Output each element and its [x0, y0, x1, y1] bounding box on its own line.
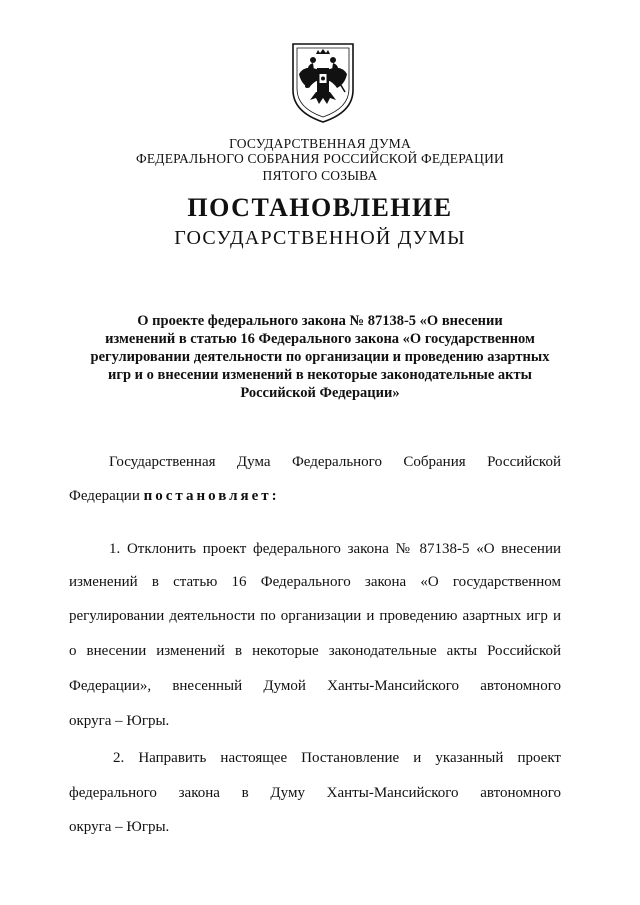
item-1-line: регулировании деятельности по организации и проведению азартных игр и — [69, 608, 561, 624]
header-line-duma: ГОСУДАРСТВЕННАЯ ДУМА — [229, 136, 411, 151]
item-1-line: 1. Отклонить проект федерального закона № 87138-5 «О внесении — [109, 541, 561, 557]
document-subject — [60, 312, 580, 402]
header-line-assembly: ФЕДЕРАЛЬНОГО СОБРАНИЯ РОССИЙСКОЙ ФЕДЕРАЦИИ — [136, 151, 504, 166]
item-1-line: изменений в статью 16 Федерального закона «О государственном — [69, 574, 561, 590]
subject-line: Российской Федерации» — [240, 385, 400, 401]
intro-line: Государственная Дума Федерального Собрания Российской — [109, 454, 561, 470]
document-title: ПОСТАНОВЛЕНИЕ — [187, 193, 453, 222]
header-line-convocation: ПЯТОГО СОЗЫВА — [262, 168, 378, 183]
intro-line — [69, 487, 280, 505]
subject-line: О проекте федерального закона № 87138-5 «О внесении — [137, 313, 503, 329]
item-2-line: федерального закона в Думу Ханты-Мансийского автономного — [69, 785, 561, 801]
document-subtitle: ГОСУДАРСТВЕННОЙ ДУМЫ — [174, 227, 466, 249]
subject-line: регулировании деятельности по организации и проведению азартных — [90, 349, 550, 365]
coat-of-arms-emblem — [289, 40, 357, 124]
item-1-line: округа – Югры. — [69, 713, 170, 729]
intro-resolves: постановляет: — [143, 488, 280, 504]
intro-prefix: Федерации — [69, 488, 140, 504]
item-2-line: 2. Направить настоящее Постановление и указанный проект — [113, 750, 561, 766]
item-1-line: Федерации», внесенный Думой Ханты-Мансийского автономного — [69, 678, 561, 694]
item-1-line: о внесении изменений в некоторые законодательные акты Российской — [69, 643, 561, 659]
item-2-line: округа – Югры. — [69, 819, 170, 835]
subject-line: игр и о внесении изменений в некоторые законодательные акты — [108, 367, 532, 383]
subject-line: изменений в статью 16 Федерального закона «О государственном — [105, 331, 535, 347]
